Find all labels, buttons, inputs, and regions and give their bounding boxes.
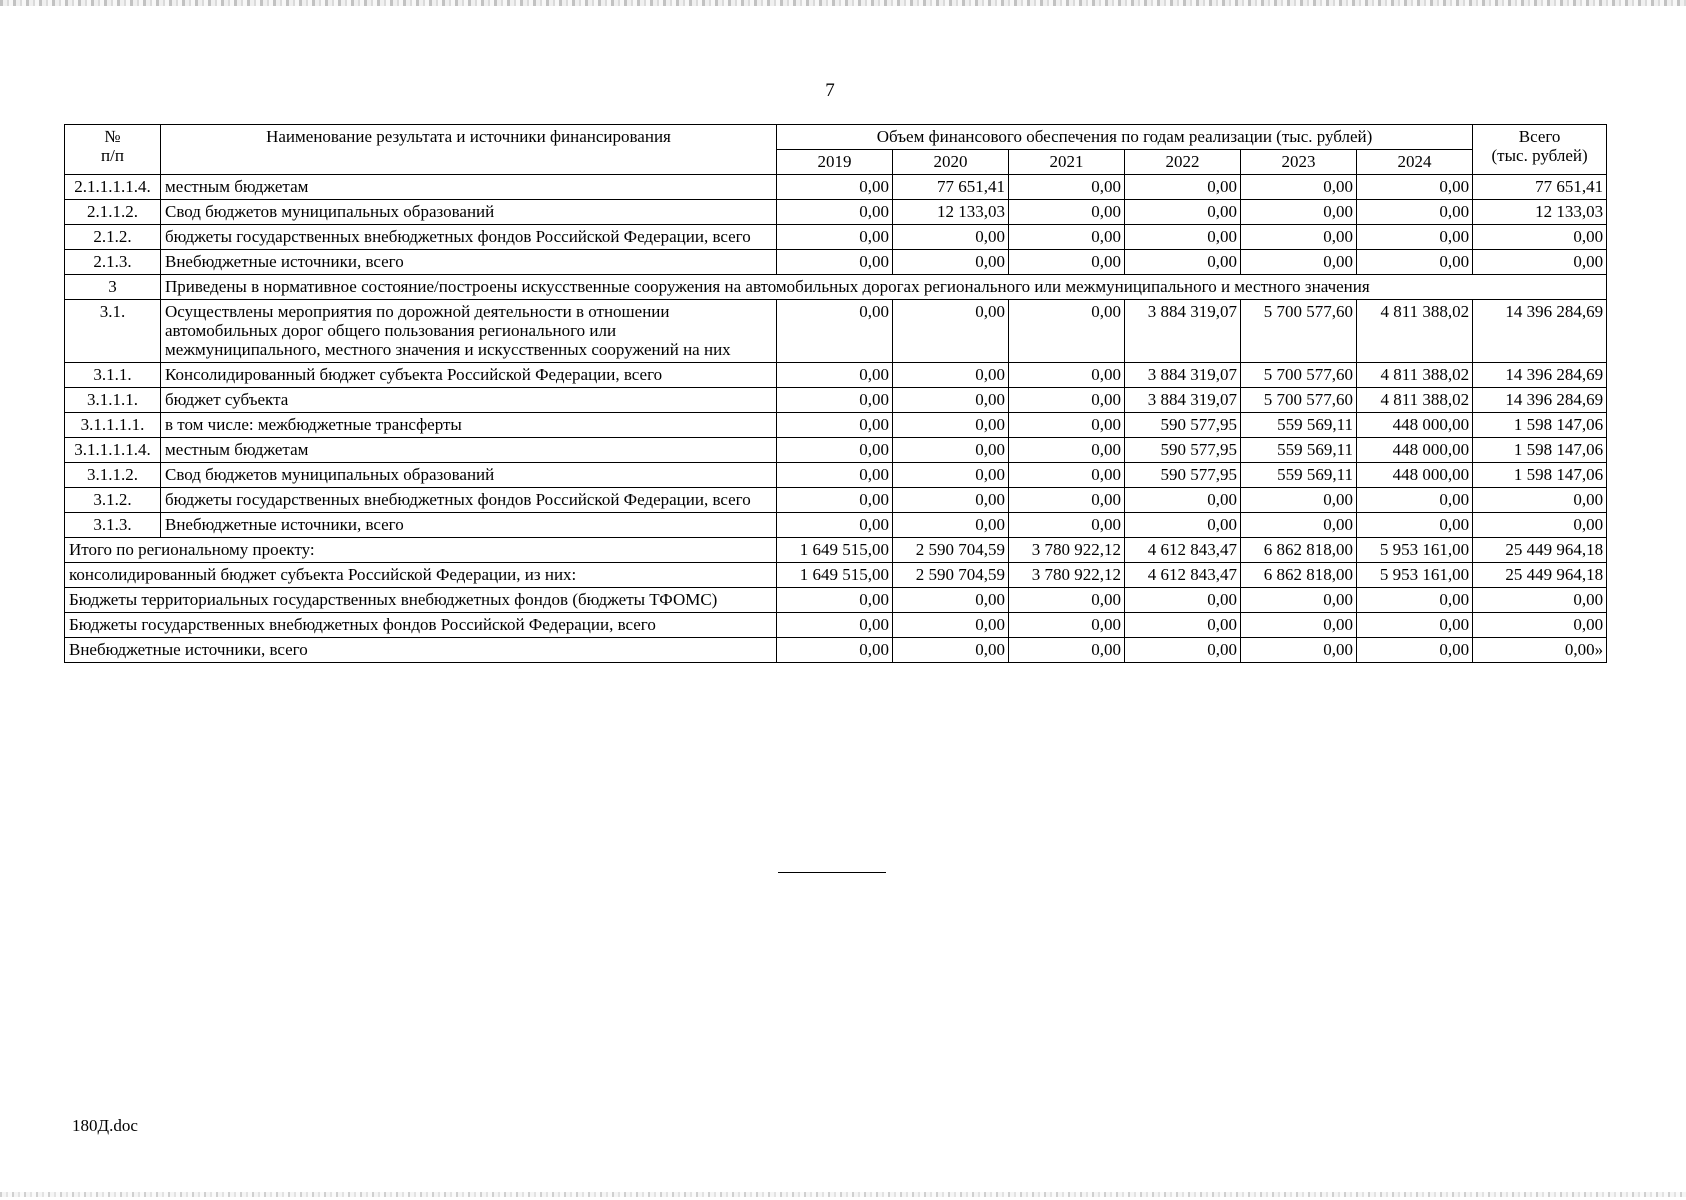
year-value: 0,00 (777, 638, 893, 663)
year-value: 0,00 (777, 388, 893, 413)
row-number: 2.1.3. (65, 250, 161, 275)
page-number: 7 (825, 80, 835, 101)
table-header (65, 125, 1607, 175)
year-value: 0,00 (1009, 363, 1125, 388)
row-name: Внебюджетные источники, всего (161, 250, 777, 275)
year-value: 0,00 (893, 438, 1009, 463)
year-value: 0,00 (1009, 175, 1125, 200)
year-value: 0,00 (1241, 225, 1357, 250)
row-total: 14 396 284,69 (1473, 363, 1607, 388)
year-value: 590 577,95 (1125, 463, 1241, 488)
row-total: 0,00 (1473, 613, 1607, 638)
year-value: 0,00 (1125, 175, 1241, 200)
year-value: 0,00 (1009, 413, 1125, 438)
row-number: 3.1. (65, 300, 161, 363)
year-value: 0,00 (777, 200, 893, 225)
summary-row (65, 613, 1607, 638)
year-value: 0,00 (1357, 638, 1473, 663)
year-value: 0,00 (1009, 225, 1125, 250)
scan-edge-top (0, 0, 1686, 6)
row-total: 1 598 147,06 (1473, 438, 1607, 463)
row-total: 0,00» (1473, 638, 1607, 663)
row-name: Осуществлены мероприятия по дорожной деятельности в отношении автомобильных дорог общего пользования регионального или межмуниципального, местного значения и искусственных сооружений на них (161, 300, 777, 363)
row-total: 0,00 (1473, 513, 1607, 538)
year-value: 0,00 (1125, 588, 1241, 613)
year-value: 0,00 (777, 488, 893, 513)
summary-name: Итого по региональному проекту: (65, 538, 777, 563)
summary-name: Бюджеты территориальных государственных внебюджетных фондов (бюджеты ТФОМС) (65, 588, 777, 613)
year-value: 3 780 922,12 (1009, 563, 1125, 588)
row-total: 12 133,03 (1473, 200, 1607, 225)
year-value: 6 862 818,00 (1241, 563, 1357, 588)
year-value: 4 811 388,02 (1357, 363, 1473, 388)
year-value: 0,00 (893, 388, 1009, 413)
summary-row (65, 638, 1607, 663)
year-value: 5 700 577,60 (1241, 363, 1357, 388)
year-value: 0,00 (1357, 225, 1473, 250)
year-value: 0,00 (777, 513, 893, 538)
year-value: 3 884 319,07 (1125, 388, 1241, 413)
year-value: 0,00 (1009, 613, 1125, 638)
year-value: 0,00 (1357, 175, 1473, 200)
row-number: 3.1.2. (65, 488, 161, 513)
financing-table (64, 124, 1607, 663)
row-total: 25 449 964,18 (1473, 563, 1607, 588)
year-value: 0,00 (1009, 463, 1125, 488)
year-value: 0,00 (1241, 175, 1357, 200)
summary-name: Бюджеты государственных внебюджетных фондов Российской Федерации, всего (65, 613, 777, 638)
document-filename: 180Д.doc (72, 1116, 138, 1135)
row-number: 3.1.3. (65, 513, 161, 538)
header-year: 2020 (893, 150, 1009, 175)
year-value: 12 133,03 (893, 200, 1009, 225)
year-value: 0,00 (893, 300, 1009, 363)
table-row (65, 300, 1607, 363)
header-year: 2022 (1125, 150, 1241, 175)
year-value: 0,00 (893, 363, 1009, 388)
header-year: 2021 (1009, 150, 1125, 175)
year-value: 5 700 577,60 (1241, 388, 1357, 413)
year-value: 448 000,00 (1357, 438, 1473, 463)
table-row (65, 275, 1607, 300)
year-value: 559 569,11 (1241, 438, 1357, 463)
table-row (65, 388, 1607, 413)
year-value: 0,00 (893, 613, 1009, 638)
year-value: 0,00 (777, 588, 893, 613)
year-value: 0,00 (1241, 200, 1357, 225)
row-number: 2.1.1.2. (65, 200, 161, 225)
row-number: 3.1.1.1.1. (65, 413, 161, 438)
year-value: 5 700 577,60 (1241, 300, 1357, 363)
table-row (65, 463, 1607, 488)
row-total: 77 651,41 (1473, 175, 1607, 200)
row-name: бюджеты государственных внебюджетных фондов Российской Федерации, всего (161, 225, 777, 250)
table-row (65, 488, 1607, 513)
row-name: бюджеты государственных внебюджетных фондов Российской Федерации, всего (161, 488, 777, 513)
year-value: 0,00 (1241, 513, 1357, 538)
year-value: 0,00 (1125, 225, 1241, 250)
summary-name: консолидированный бюджет субъекта Российской Федерации, из них: (65, 563, 777, 588)
year-value: 0,00 (893, 225, 1009, 250)
scan-edge-bottom (0, 1192, 1686, 1197)
year-value: 5 953 161,00 (1357, 563, 1473, 588)
table-row (65, 363, 1607, 388)
row-name: местным бюджетам (161, 175, 777, 200)
year-value: 448 000,00 (1357, 413, 1473, 438)
year-value: 559 569,11 (1241, 413, 1357, 438)
year-value: 0,00 (777, 250, 893, 275)
row-total: 0,00 (1473, 250, 1607, 275)
summary-name: Внебюджетные источники, всего (65, 638, 777, 663)
row-number: 3.1.1.1. (65, 388, 161, 413)
year-value: 3 884 319,07 (1125, 363, 1241, 388)
section-heading: Приведены в нормативное состояние/построены искусственные сооружения на автомобильных дорогах регионального или межмуниципального и местного значения (161, 275, 1607, 300)
header-total: Всего (тыс. рублей) (1473, 125, 1607, 175)
table-row (65, 250, 1607, 275)
row-total: 14 396 284,69 (1473, 300, 1607, 363)
year-value: 0,00 (1009, 588, 1125, 613)
header-years-group: Объем финансового обеспечения по годам реализации (тыс. рублей) (777, 125, 1473, 150)
year-value: 0,00 (1009, 300, 1125, 363)
row-total: 25 449 964,18 (1473, 538, 1607, 563)
year-value: 0,00 (893, 638, 1009, 663)
table-body (65, 175, 1607, 663)
year-value: 6 862 818,00 (1241, 538, 1357, 563)
year-value: 1 649 515,00 (777, 563, 893, 588)
summary-row (65, 563, 1607, 588)
year-value: 0,00 (1241, 588, 1357, 613)
year-value: 0,00 (1357, 513, 1473, 538)
year-value: 0,00 (1009, 638, 1125, 663)
year-value: 448 000,00 (1357, 463, 1473, 488)
row-total: 0,00 (1473, 225, 1607, 250)
year-value: 2 590 704,59 (893, 563, 1009, 588)
row-name: Свод бюджетов муниципальных образований (161, 463, 777, 488)
year-value: 0,00 (1125, 513, 1241, 538)
row-name: бюджет субъекта (161, 388, 777, 413)
year-value: 0,00 (1357, 200, 1473, 225)
table-row (65, 438, 1607, 463)
year-value: 0,00 (893, 250, 1009, 275)
summary-row (65, 588, 1607, 613)
year-value: 0,00 (1241, 638, 1357, 663)
year-value: 0,00 (1009, 513, 1125, 538)
header-num: № п/п (65, 125, 161, 175)
year-value: 3 780 922,12 (1009, 538, 1125, 563)
summary-row (65, 538, 1607, 563)
table-row (65, 175, 1607, 200)
year-value: 77 651,41 (893, 175, 1009, 200)
year-value: 0,00 (777, 363, 893, 388)
year-value: 0,00 (1125, 200, 1241, 225)
year-value: 590 577,95 (1125, 413, 1241, 438)
year-value: 0,00 (1009, 488, 1125, 513)
year-value: 0,00 (893, 513, 1009, 538)
row-total: 0,00 (1473, 488, 1607, 513)
header-year: 2023 (1241, 150, 1357, 175)
row-number: 2.1.2. (65, 225, 161, 250)
row-name: Внебюджетные источники, всего (161, 513, 777, 538)
year-value: 0,00 (1125, 250, 1241, 275)
header-year: 2019 (777, 150, 893, 175)
year-value: 2 590 704,59 (893, 538, 1009, 563)
row-number: 3.1.1. (65, 363, 161, 388)
row-total: 1 598 147,06 (1473, 463, 1607, 488)
year-value: 0,00 (1009, 388, 1125, 413)
row-total: 1 598 147,06 (1473, 413, 1607, 438)
row-name: Консолидированный бюджет субъекта Российской Федерации, всего (161, 363, 777, 388)
year-value: 0,00 (1241, 613, 1357, 638)
table-row (65, 413, 1607, 438)
table-row (65, 225, 1607, 250)
row-name: местным бюджетам (161, 438, 777, 463)
year-value: 0,00 (777, 175, 893, 200)
year-value: 4 612 843,47 (1125, 538, 1241, 563)
year-value: 559 569,11 (1241, 463, 1357, 488)
year-value: 0,00 (893, 413, 1009, 438)
row-name: Свод бюджетов муниципальных образований (161, 200, 777, 225)
year-value: 0,00 (1357, 250, 1473, 275)
year-value: 5 953 161,00 (1357, 538, 1473, 563)
year-value: 0,00 (777, 613, 893, 638)
footer-divider (778, 872, 886, 873)
year-value: 0,00 (893, 588, 1009, 613)
row-number: 2.1.1.1.1.4. (65, 175, 161, 200)
year-value: 0,00 (1357, 588, 1473, 613)
row-number: 3 (65, 275, 161, 300)
year-value: 0,00 (1125, 613, 1241, 638)
year-value: 0,00 (1125, 488, 1241, 513)
table-row (65, 200, 1607, 225)
year-value: 3 884 319,07 (1125, 300, 1241, 363)
row-total: 14 396 284,69 (1473, 388, 1607, 413)
year-value: 0,00 (1009, 200, 1125, 225)
year-value: 0,00 (1125, 638, 1241, 663)
year-value: 0,00 (1357, 488, 1473, 513)
year-value: 0,00 (1009, 250, 1125, 275)
header-name: Наименование результата и источники финансирования (161, 125, 777, 175)
year-value: 4 811 388,02 (1357, 388, 1473, 413)
year-value: 0,00 (1241, 250, 1357, 275)
year-value: 590 577,95 (1125, 438, 1241, 463)
year-value: 4 811 388,02 (1357, 300, 1473, 363)
year-value: 0,00 (1009, 438, 1125, 463)
year-value: 0,00 (893, 463, 1009, 488)
year-value: 0,00 (777, 463, 893, 488)
year-value: 0,00 (1241, 488, 1357, 513)
year-value: 0,00 (777, 413, 893, 438)
row-number: 3.1.1.2. (65, 463, 161, 488)
row-name: в том числе: межбюджетные трансферты (161, 413, 777, 438)
year-value: 0,00 (1357, 613, 1473, 638)
header-year: 2024 (1357, 150, 1473, 175)
year-value: 1 649 515,00 (777, 538, 893, 563)
row-total: 0,00 (1473, 588, 1607, 613)
row-number: 3.1.1.1.1.4. (65, 438, 161, 463)
year-value: 0,00 (777, 438, 893, 463)
year-value: 0,00 (777, 300, 893, 363)
year-value: 0,00 (893, 488, 1009, 513)
table-row (65, 513, 1607, 538)
year-value: 0,00 (777, 225, 893, 250)
year-value: 4 612 843,47 (1125, 563, 1241, 588)
